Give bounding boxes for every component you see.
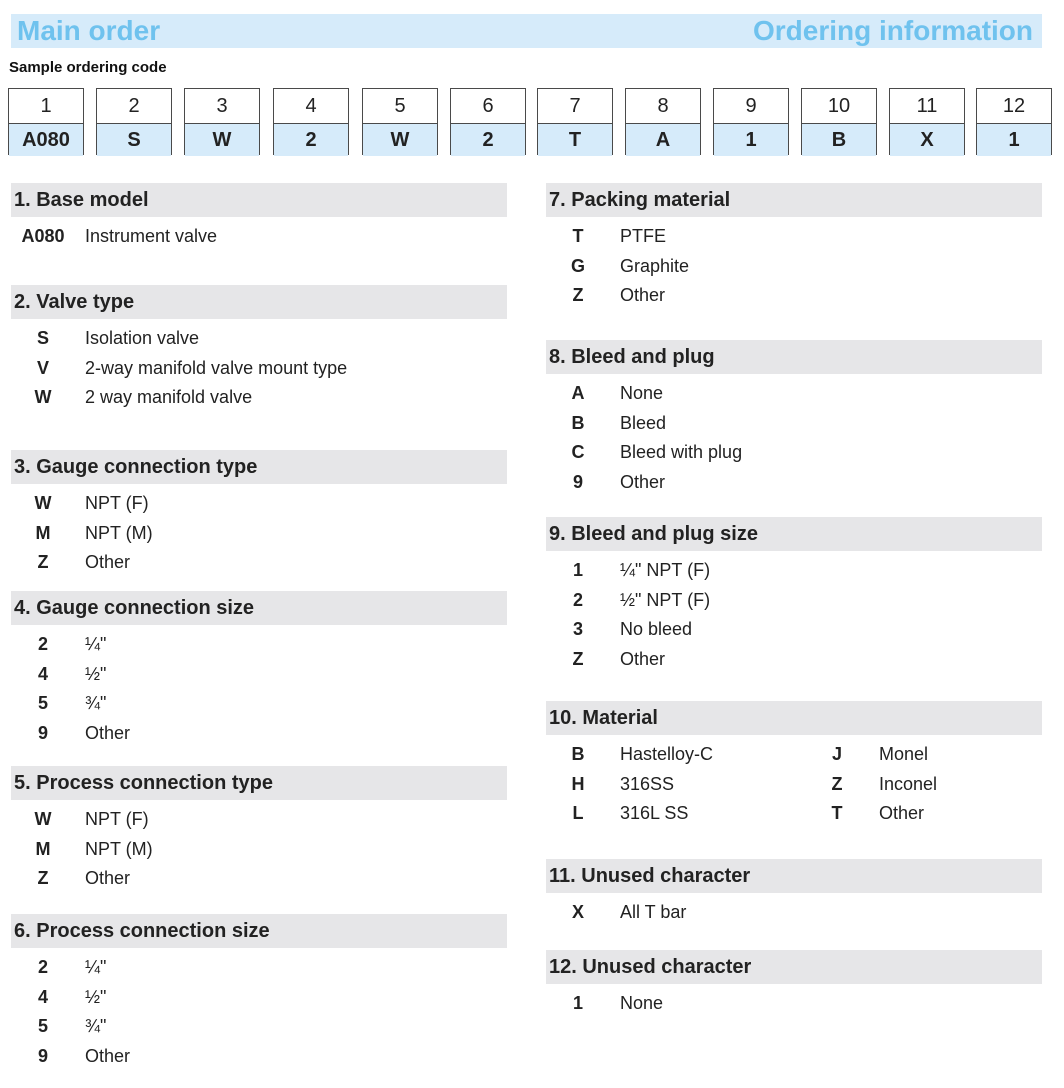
option-code: Z [572, 285, 584, 306]
option-description: Bleed with plug [620, 442, 743, 463]
code-position-number: 2 [97, 89, 171, 124]
option-code: B [571, 744, 585, 764]
section-title: 3. Gauge connection type [11, 450, 507, 484]
option-description: Instrument valve [85, 226, 218, 246]
section-title: 6. Process connection size [11, 914, 507, 948]
option-row [11, 380, 507, 410]
option-row [11, 832, 507, 862]
option-description: ¼" NPT (F) [620, 560, 711, 580]
code-position-number: 8 [626, 89, 700, 124]
code-position-3 [184, 88, 260, 155]
option-code: A080 [21, 226, 65, 246]
option-row [546, 986, 1042, 1016]
option-row [546, 612, 1042, 642]
option-code: 4 [37, 986, 48, 1007]
section-title: 8. Bleed and plug [546, 340, 1042, 374]
option-code: 5 [37, 1016, 48, 1037]
option-code: 1 [572, 560, 583, 580]
option-code: V [36, 357, 49, 378]
code-position-value: B [802, 124, 876, 156]
section-title: 2. Valve type [11, 285, 507, 319]
option-description: None [620, 383, 664, 403]
option-code: L [572, 803, 584, 824]
option-code: M [35, 838, 51, 859]
option-row [546, 435, 1042, 465]
option-description: Monel [879, 744, 929, 764]
section-9 [546, 517, 1042, 671]
option-row [546, 465, 1042, 495]
option-description: ¾" [85, 693, 107, 714]
section-title: 12. Unused character [546, 950, 1042, 984]
option-code: T [831, 803, 843, 824]
code-position-number: 9 [714, 89, 788, 124]
code-position-9 [713, 88, 789, 155]
section-5 [11, 766, 507, 891]
option-list [11, 800, 507, 891]
option-code: Z [37, 552, 49, 573]
code-position-number: 12 [977, 89, 1051, 124]
option-description: Other [620, 471, 666, 492]
option-description: Other [620, 285, 666, 306]
page-subtitle: Ordering information [753, 15, 1033, 46]
code-position-value: T [538, 124, 612, 156]
option-code: 9 [37, 1045, 48, 1066]
option-code: 2 [572, 589, 583, 610]
option-code: X [571, 902, 584, 922]
option-description: Inconel [879, 773, 938, 794]
page-banner [11, 14, 1042, 48]
code-position-4 [273, 88, 349, 155]
section-7 [546, 183, 1042, 308]
option-row [11, 980, 507, 1010]
option-code: 1 [572, 993, 583, 1013]
option-description: PTFE [620, 226, 667, 246]
code-position-value: 2 [451, 124, 525, 156]
option-row [11, 219, 507, 249]
option-row [11, 486, 507, 516]
option-description: All T bar [620, 902, 687, 922]
sample-ordering-label: Sample ordering code [9, 59, 167, 76]
option-description: ¾" [85, 1016, 107, 1037]
option-code: 2 [37, 957, 48, 977]
section-6 [11, 914, 507, 1068]
section-title: 5. Process connection type [11, 766, 507, 800]
option-row [546, 796, 1042, 826]
code-position-value: 1 [977, 124, 1051, 156]
option-row [546, 249, 1042, 279]
option-description: NPT (F) [85, 809, 149, 829]
section-11 [546, 859, 1042, 925]
option-description: None [620, 993, 664, 1013]
option-description: 316SS [620, 773, 675, 794]
option-list [546, 374, 1042, 494]
option-row [546, 376, 1042, 406]
code-position-number: 6 [451, 89, 525, 124]
option-row [11, 657, 507, 687]
option-description: Other [879, 803, 925, 824]
option-row [546, 583, 1042, 613]
option-code: A [571, 383, 585, 403]
code-position-value: X [890, 124, 964, 156]
option-row [11, 861, 507, 891]
code-position-value: W [363, 124, 437, 156]
option-description: Isolation valve [85, 328, 200, 348]
option-description: Hastelloy-C [620, 744, 714, 764]
section-title: 11. Unused character [546, 859, 1042, 893]
page-title: Main order [17, 15, 161, 46]
code-position-2 [96, 88, 172, 155]
option-code: T [572, 226, 584, 246]
code-position-number: 1 [9, 89, 83, 124]
option-description: Other [85, 868, 131, 889]
option-code: W [34, 493, 52, 513]
option-row [11, 950, 507, 980]
section-10 [546, 701, 1042, 826]
section-2 [11, 285, 507, 410]
option-description: Bleed [620, 412, 667, 433]
code-position-8 [625, 88, 701, 155]
option-description: Other [85, 552, 131, 573]
option-row [11, 1009, 507, 1039]
option-code: 5 [37, 693, 48, 714]
section-title: 10. Material [546, 701, 1042, 735]
option-row [546, 767, 1042, 797]
option-code: W [34, 809, 52, 829]
option-code: 2 [37, 634, 48, 654]
option-list [11, 217, 507, 249]
option-code: W [34, 387, 52, 408]
option-row [11, 716, 507, 746]
code-position-value: A080 [9, 124, 83, 156]
option-code: 9 [572, 471, 583, 492]
option-description: Other [85, 1045, 131, 1066]
section-title: 1. Base model [11, 183, 507, 217]
option-code: M [35, 522, 51, 543]
section-12 [546, 950, 1042, 1016]
option-code: 9 [37, 722, 48, 743]
option-code: Z [572, 648, 584, 669]
code-position-number: 10 [802, 89, 876, 124]
code-position-7 [537, 88, 613, 155]
option-description: No bleed [620, 619, 693, 640]
section-1 [11, 183, 507, 249]
option-row [11, 686, 507, 716]
option-list [546, 551, 1042, 671]
code-position-number: 7 [538, 89, 612, 124]
option-list [11, 484, 507, 575]
option-code: B [571, 412, 585, 433]
code-position-value: W [185, 124, 259, 156]
option-description: Other [620, 648, 666, 669]
option-row [546, 737, 1042, 767]
code-position-12 [976, 88, 1052, 155]
option-list [11, 319, 507, 410]
option-row [546, 406, 1042, 436]
option-description: Graphite [620, 255, 690, 276]
option-code: Z [831, 773, 843, 794]
option-description: ½" [85, 986, 107, 1007]
option-description: Other [85, 722, 131, 743]
option-row [546, 219, 1042, 249]
option-list [546, 217, 1042, 308]
option-list [546, 984, 1042, 1016]
option-description: 316L SS [620, 803, 689, 824]
option-row [546, 553, 1042, 583]
option-code: 4 [37, 663, 48, 684]
option-row [11, 516, 507, 546]
code-position-value: 1 [714, 124, 788, 156]
option-row [546, 278, 1042, 308]
option-list [11, 625, 507, 745]
code-position-value: A [626, 124, 700, 156]
option-description: 2 way manifold valve [85, 387, 253, 408]
option-row [11, 545, 507, 575]
option-row [11, 802, 507, 832]
option-list [11, 948, 507, 1068]
code-position-5 [362, 88, 438, 155]
option-list [546, 893, 1042, 925]
option-code: 3 [572, 619, 583, 640]
option-code: J [831, 744, 842, 764]
code-position-number: 5 [363, 89, 437, 124]
option-description: ½" NPT (F) [620, 589, 711, 610]
code-position-number: 3 [185, 89, 259, 124]
code-position-value: 2 [274, 124, 348, 156]
sample-ordering-code-grid [8, 88, 1052, 157]
option-row [546, 642, 1042, 672]
option-row [546, 895, 1042, 925]
option-code: Z [37, 868, 49, 889]
option-row [11, 627, 507, 657]
option-code: C [571, 442, 585, 463]
option-code: H [571, 773, 585, 794]
option-description: ¼" [85, 634, 107, 654]
section-3 [11, 450, 507, 575]
section-title: 4. Gauge connection size [11, 591, 507, 625]
option-row [11, 321, 507, 351]
section-8 [546, 340, 1042, 494]
option-description: ½" [85, 663, 107, 684]
option-description: NPT (F) [85, 493, 149, 513]
option-list [546, 735, 1042, 826]
code-position-11 [889, 88, 965, 155]
code-position-10 [801, 88, 877, 155]
option-row [11, 351, 507, 381]
option-code: G [570, 255, 585, 276]
option-description: ¼" [85, 957, 107, 977]
code-position-value: S [97, 124, 171, 156]
code-position-number: 4 [274, 89, 348, 124]
option-description: NPT (M) [85, 838, 153, 859]
section-title: 7. Packing material [546, 183, 1042, 217]
section-title: 9. Bleed and plug size [546, 517, 1042, 551]
code-position-number: 11 [890, 89, 964, 124]
section-4 [11, 591, 507, 745]
code-position-1 [8, 88, 84, 155]
option-description: 2-way manifold valve mount type [85, 357, 348, 378]
option-description: NPT (M) [85, 522, 153, 543]
option-code: S [36, 328, 49, 348]
option-row [11, 1039, 507, 1069]
code-position-6 [450, 88, 526, 155]
